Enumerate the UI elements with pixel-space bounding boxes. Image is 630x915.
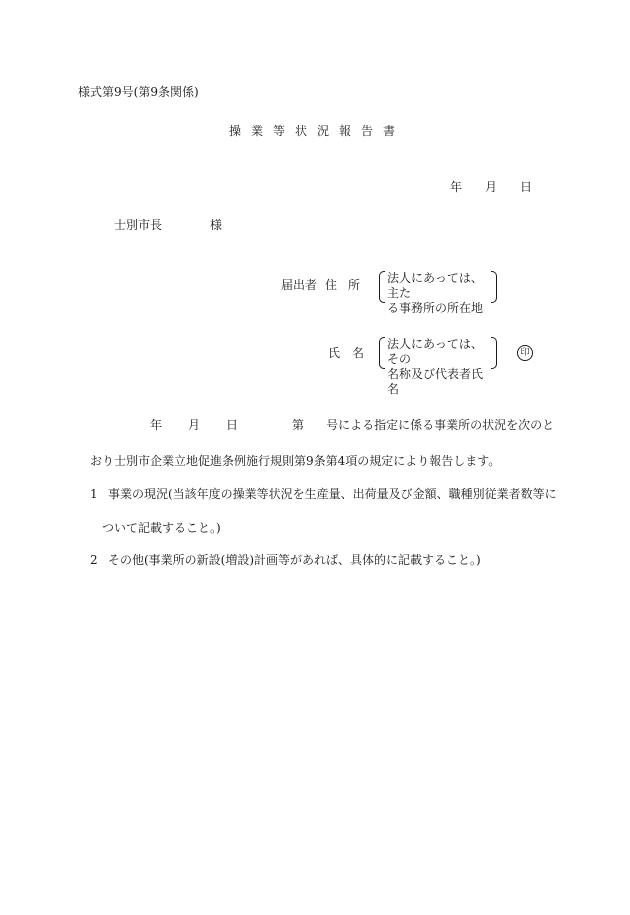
item-number: 1 xyxy=(90,487,98,501)
submission-date xyxy=(450,181,532,193)
bracket-left xyxy=(379,337,385,369)
body-year: 年 xyxy=(150,418,163,432)
item-text: その他(事業所の新設(増設)計画等があれば、具体的に記載すること。) xyxy=(108,553,481,567)
day-label: 日 xyxy=(520,180,533,194)
month-label: 月 xyxy=(485,180,498,194)
body-day: 日 xyxy=(226,418,239,432)
addressee xyxy=(114,219,222,231)
notifier-label: 届出者 xyxy=(281,278,318,292)
body-line-2: おり士別市企業立地促進条例施行規則第9条第4項の規定により報告します。 xyxy=(90,454,501,468)
address-note-line2: る事務所の所在地 xyxy=(387,301,484,315)
address-note-line1: 法人にあっては、主た xyxy=(387,271,483,300)
body-dai: 第 xyxy=(292,418,305,432)
body-line-1 xyxy=(150,419,554,431)
body-month: 月 xyxy=(188,418,201,432)
bracket-right xyxy=(491,337,497,369)
name-note-bracket xyxy=(379,337,497,396)
notifier-address-row xyxy=(281,279,371,291)
item-1 xyxy=(90,488,557,500)
name-note-line2: 名称及び代表者氏名 xyxy=(387,367,484,396)
address-note-bracket xyxy=(379,271,497,315)
document-title: 操業等状況報告書 xyxy=(229,124,406,138)
item-1-continuation: ついて記載すること。) xyxy=(102,521,221,535)
item-2 xyxy=(90,554,481,566)
form-number: 様式第9号(第9条関係) xyxy=(78,85,199,99)
name-label: 氏名 xyxy=(328,346,377,360)
name-note-line1: 法人にあっては、その xyxy=(387,337,483,366)
item-number: 2 xyxy=(90,553,98,567)
item-text: 事業の現況(当該年度の操業等状況を生産量、出荷量及び金額、職種別従業者数等に xyxy=(108,487,557,501)
address-label: 住所 xyxy=(325,278,372,292)
addressee-name: 士別市長 xyxy=(114,218,163,232)
addressee-honorific: 様 xyxy=(210,218,223,232)
year-label: 年 xyxy=(450,180,463,194)
bracket-right xyxy=(491,271,497,303)
bracket-left xyxy=(379,271,385,303)
seal-mark: 印 xyxy=(517,345,533,361)
body-line1-rest: 号による指定に係る事業所の状況を次のと xyxy=(326,418,555,432)
